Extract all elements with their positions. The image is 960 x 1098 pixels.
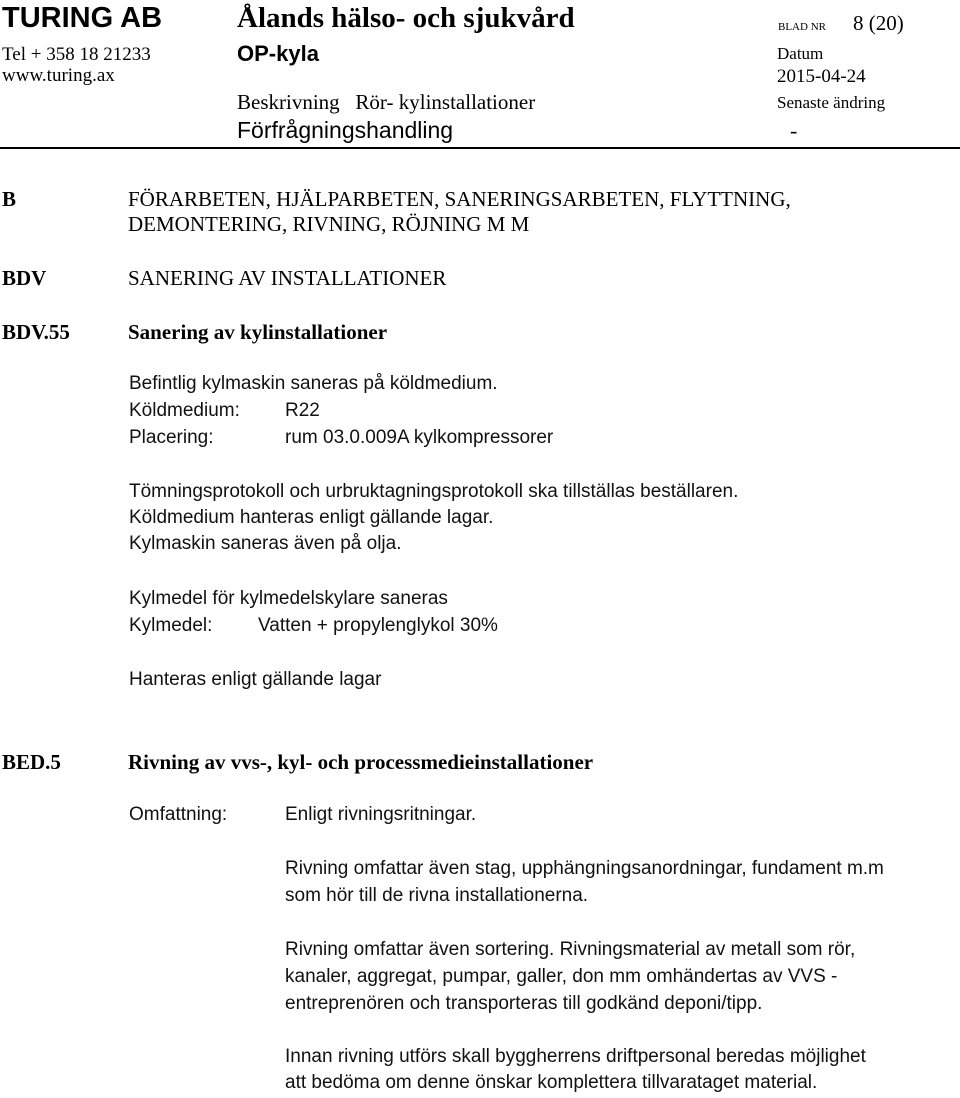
bdv55-text-1: Befintlig kylmaskin saneras på köldmedium. [129,373,498,394]
revision-label: Senaste ändring [777,93,886,112]
section-title-b-line2: DEMONTERING, RIVNING, RÖJNING M M [128,212,530,236]
company-phone: Tel + 358 18 21233 [2,44,151,65]
coolant-value: Vatten + propylenglykol 30% [258,615,498,636]
bed5-para2-line2: kanaler, aggregat, pumpar, galler, don mm omhändertas av VVS - [285,966,838,987]
bed5-para3-line2: att bedöma om denne önskar komplettera tillvarataget material. [285,1072,818,1093]
bdv55-text-5: Köldmedium hanteras enligt gällande lagar. [129,507,494,528]
bed5-para1-line1: Rivning omfattar även stag, upphängningsanordningar, fundament m.m [285,858,884,879]
bdv55-text-4: Tömningsprotokoll och urbruktagningsprotokoll ska tillställas beställaren. [129,481,739,502]
section-code-b: B [2,187,17,211]
client-name: Ålands hälso- och sjukvård [237,2,575,34]
company-name: TURING AB [2,2,163,34]
revision-value: - [790,118,798,143]
header-divider [0,147,960,149]
section-title-b-line1: FÖRARBETEN, HJÄLPARBETEN, SANERINGSARBETEN, FLYTTNING, [128,187,791,211]
section-code-bdv55: BDV.55 [2,320,70,344]
bdv55-text-9: Hanteras enligt gällande lagar [129,669,382,690]
bed5-para3-line1: Innan rivning utförs skall byggherrens driftpersonal beredas möjlighet [285,1046,866,1067]
bdv55-text-7: Kylmedel för kylmedelskylare saneras [129,588,448,609]
section-title-bdv: SANERING AV INSTALLATIONER [128,266,447,290]
placement-value: rum 03.0.009A kylkompressorer [285,427,554,448]
sheet-label: BLAD NR [778,21,826,33]
document-description: Beskrivning Rör- kylinstallationer [237,90,536,114]
bdv55-text-6: Kylmaskin saneras även på olja. [129,533,402,554]
document-stage: Förfrågningshandling [237,117,454,143]
bed5-para2-line3: entreprenören och transporteras till godkänd deponi/tipp. [285,993,763,1014]
bed5-para2-line1: Rivning omfattar även sortering. Rivningsmaterial av metall som rör, [285,939,856,960]
section-title-bdv55: Sanering av kylinstallationer [128,320,388,344]
sheet-number: 8 (20) [853,11,904,35]
date-value: 2015-04-24 [777,66,866,87]
refrigerant-value: R22 [285,400,320,421]
scope-label: Omfattning: [129,804,228,825]
date-label: Datum [777,44,824,63]
bed5-para1-line2: som hör till de rivna installationerna. [285,885,589,906]
refrigerant-label: Köldmedium: [129,400,240,421]
placement-label: Placering: [129,427,214,448]
section-title-bed5: Rivning av vvs-, kyl- och processmedieinstallationer [128,750,594,774]
scope-value: Enligt rivningsritningar. [285,804,477,825]
company-website: www.turing.ax [2,65,115,86]
section-code-bed5: BED.5 [2,750,61,774]
section-code-bdv: BDV [2,266,47,290]
project-name: OP-kyla [237,41,319,66]
coolant-label: Kylmedel: [129,615,213,636]
